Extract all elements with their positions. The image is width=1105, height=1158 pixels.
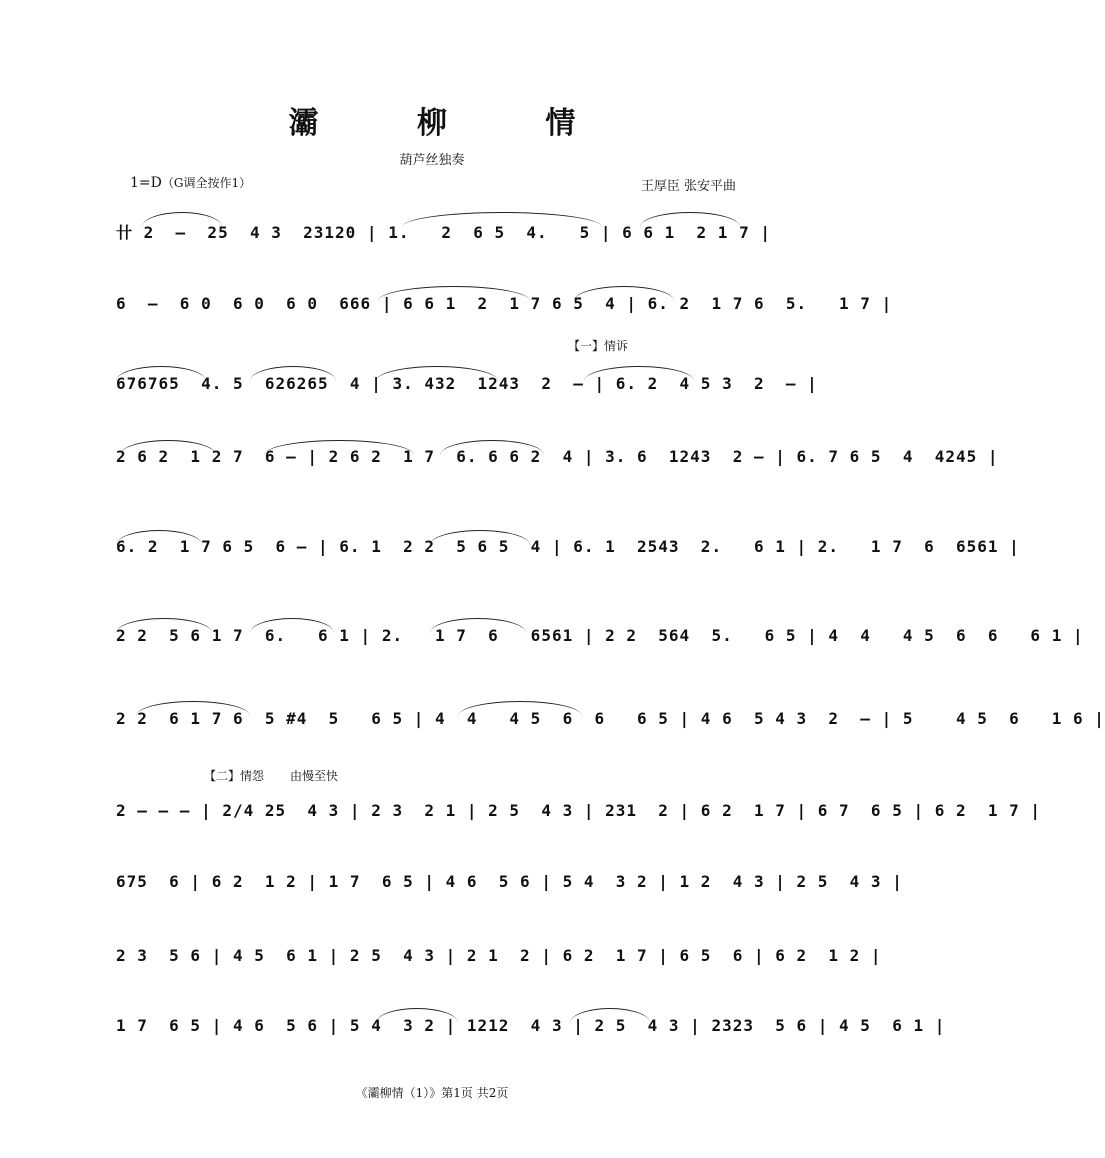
slur-mark: [376, 1008, 458, 1023]
tempo-marking: 由慢至快: [290, 769, 339, 783]
slur-mark: [574, 286, 674, 301]
section-label-1: 【一】情诉: [568, 339, 629, 353]
score-line-8: 2 – – – | 2/4 25 4 3 | 2 3 2 1 | 2 5 4 3 | 231 2 | 6 2 1 7 | 6 7 6 5 | 6 2 1 7 |: [116, 801, 1042, 820]
slur-mark: [116, 366, 206, 381]
slur-mark: [250, 618, 334, 633]
page-title: 灞 柳 情: [288, 106, 620, 141]
slur-mark: [570, 1008, 650, 1023]
slur-mark: [376, 366, 498, 381]
score-line-11: 1 7 6 5 | 4 6 5 6 | 5 4 3 2 | 1212 4 3 | 2 5 4 3 | 2323 5 6 | 4 5 6 1 |: [116, 1016, 946, 1035]
key-signature: [130, 174, 251, 191]
slur-mark: [120, 440, 216, 455]
score-line-5: 6. 2 1 7 6 5 6 – | 6. 1 2 2 5 6 5 4 | 6. 1 2543 2. 6 1 | 2. 1 7 6 6561 |: [116, 537, 1020, 556]
slur-mark: [402, 212, 602, 227]
slur-mark: [116, 618, 212, 633]
score-line-1: 卄 2 – 25 4 3 23120 | 1. 2 6 5 4. 5 | 6 6 1 2 1 7 |: [116, 223, 771, 242]
slur-mark: [378, 286, 530, 301]
score-line-4: 2 6 2 1 2 7 6 – | 2 6 2 1 7 6. 6 6 2 4 | 3. 6 1243 2 – | 6. 7 6 5 4 4245 |: [116, 447, 999, 466]
subtitle: 葫芦丝独奏: [399, 153, 465, 168]
key-note: （G调全按作1）: [161, 176, 252, 190]
page-footer: 《灞柳情（1）》第1页 共2页: [355, 1086, 509, 1100]
key-main: 1=D: [130, 175, 162, 191]
score-line-10: 2 3 5 6 | 4 5 6 1 | 2 5 4 3 | 2 1 2 | 6 2 1 7 | 6 5 6 | 6 2 1 2 |: [116, 946, 882, 965]
slur-mark: [264, 440, 414, 455]
slur-mark: [430, 618, 526, 633]
slur-mark: [584, 366, 694, 381]
slur-mark: [440, 440, 544, 455]
slur-mark: [430, 530, 530, 545]
score-line-3: 676765 4. 5 626265 4 | 3. 432 1243 2 – | 6. 2 4 5 3 2 – |: [116, 374, 818, 393]
score-line-7: 2 2 6 1 7 6 5 #4 5 6 5 | 4 4 4 5 6 6 6 5 | 4 6 5 4 3 2 – | 5 4 5 6 1 6 |: [116, 709, 1105, 728]
slur-mark: [136, 701, 250, 716]
slur-mark: [142, 212, 222, 227]
slur-mark: [458, 701, 582, 716]
score-line-6: 2 2 5 6 1 7 6. 6 1 | 2. 1 7 6 6561 | 2 2 564 5. 6 5 | 4 4 4 5 6 6 6 1 |: [116, 626, 1084, 645]
score-line-9: 675 6 | 6 2 1 2 | 1 7 6 5 | 4 6 5 6 | 5 4 3 2 | 1 2 4 3 | 2 5 4 3 |: [116, 872, 903, 891]
section-label-2: 【二】情怨: [204, 769, 265, 783]
slur-mark: [250, 366, 336, 381]
slur-mark: [640, 212, 740, 227]
composer-credit: 王厚臣 张安平曲: [640, 179, 736, 194]
score-line-2: 6 – 6 0 6 0 6 0 666 | 6 6 1 2 1 7 6 5 4 | 6. 2 1 7 6 5. 1 7 |: [116, 294, 893, 313]
slur-mark: [116, 530, 202, 545]
